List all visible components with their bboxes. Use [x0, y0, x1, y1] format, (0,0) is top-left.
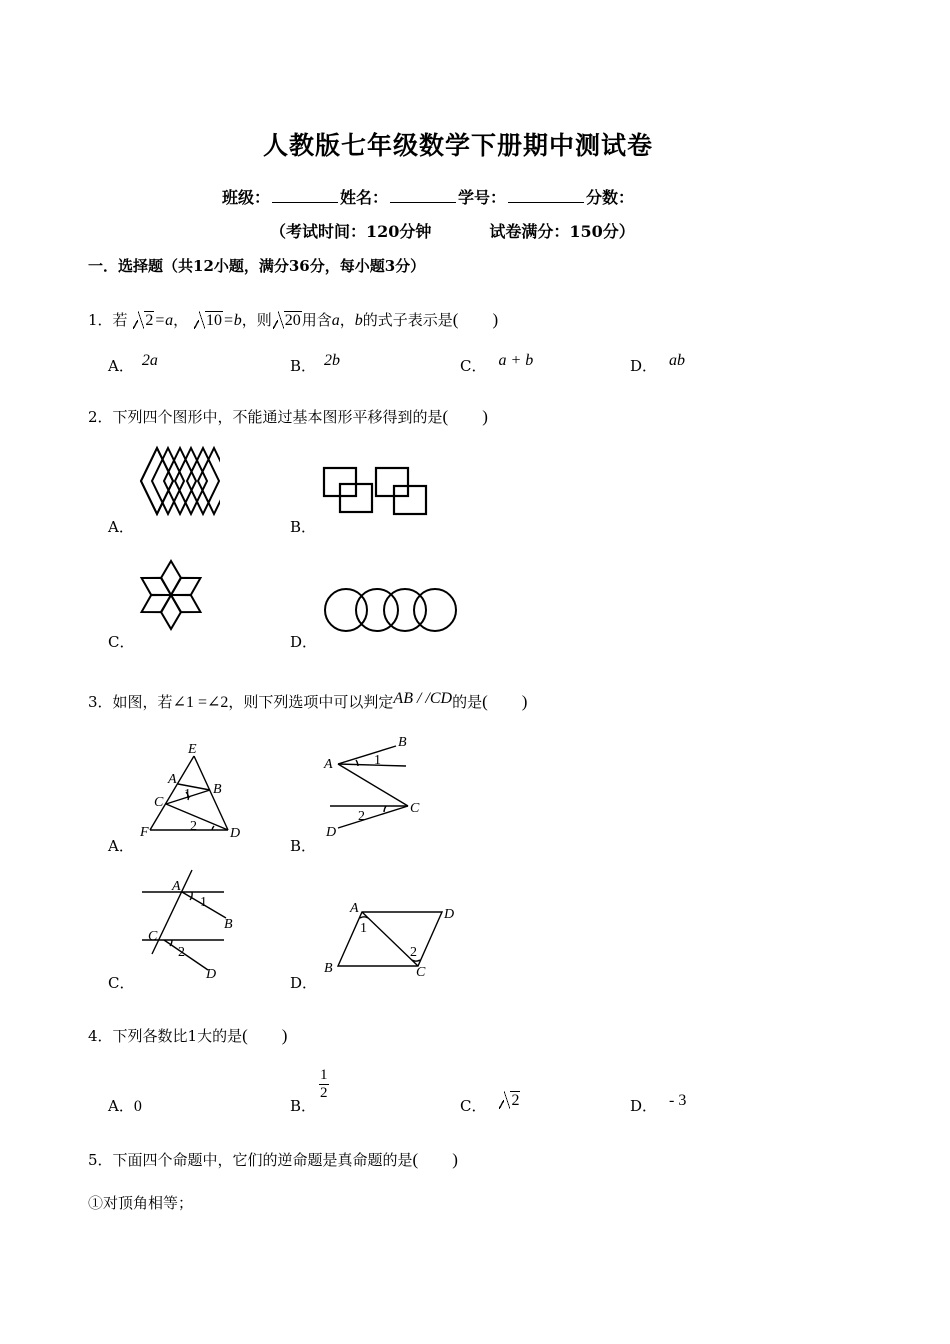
q3-option-c[interactable]: C．	[108, 974, 135, 992]
q2-option-d[interactable]: D．	[290, 633, 318, 651]
label-D: D	[206, 967, 217, 982]
q2-figure-diamonds	[138, 444, 220, 518]
student-info-line	[222, 185, 634, 208]
denominator: 2	[320, 1085, 328, 1101]
label-D: D	[444, 907, 455, 922]
q1-option-d[interactable]	[630, 352, 686, 376]
question-4	[88, 1021, 287, 1046]
q1-text3: 用含	[301, 311, 332, 329]
q2-figure-squares	[318, 462, 432, 518]
option-label: A．	[108, 357, 134, 375]
q1-number: 1．	[88, 311, 113, 329]
answer-parentheses[interactable]: ( )	[242, 1026, 288, 1045]
q1-comma: ，	[339, 311, 355, 329]
option-value: 2b	[324, 352, 341, 369]
q5-text: 5．下面四个命题中，它们的逆命题是真命题的是	[88, 1151, 413, 1169]
option-label: B．	[290, 357, 317, 375]
angle-1: 1	[184, 787, 191, 802]
label-A: A	[324, 757, 333, 772]
label-A: A	[350, 901, 359, 916]
q1-option-a[interactable]	[108, 352, 158, 376]
angle-1: 1	[200, 895, 207, 910]
angle-2: 2	[410, 945, 417, 960]
option-label: C．	[460, 1097, 487, 1115]
id-blank[interactable]	[508, 188, 584, 203]
question-5	[88, 1145, 458, 1170]
id-label: 学号：	[458, 188, 507, 207]
option-label: B．	[290, 1097, 317, 1115]
label-A: A	[168, 772, 177, 787]
label-B: B	[398, 735, 407, 750]
label-A: A	[172, 879, 181, 894]
q3-figure-b	[320, 730, 430, 840]
name-label: 姓名：	[340, 188, 389, 207]
q3-condition: ∠1 =∠2	[172, 694, 229, 711]
label-E: E	[188, 742, 197, 757]
angle-2: 2	[190, 819, 197, 834]
answer-parentheses[interactable]: ( )	[412, 1150, 458, 1169]
option-value: 0	[133, 1098, 142, 1115]
numerator: 1	[320, 1067, 328, 1083]
option-value: ab	[669, 352, 686, 369]
fraction-one-half	[319, 1067, 329, 1102]
label-C: C	[410, 801, 420, 816]
option-value: a + b	[498, 352, 534, 369]
angle-2: 2	[178, 945, 185, 960]
q4-option-b[interactable]	[290, 1095, 316, 1116]
q2-option-a[interactable]: A．	[108, 518, 134, 536]
q2-option-b[interactable]: B．	[290, 518, 317, 536]
sqrt-20	[272, 312, 302, 330]
sqrt-2	[498, 1092, 520, 1110]
q3-number: 3．	[88, 693, 113, 711]
angle-1: 1	[374, 753, 381, 768]
q4-option-d[interactable]	[630, 1092, 687, 1116]
option-label: A．	[108, 1097, 134, 1115]
sqrt-2	[132, 312, 154, 330]
q2-figure-star	[136, 556, 206, 634]
option-label: D．	[630, 1097, 658, 1115]
q3-text2: ，则下列选项中可以判定	[228, 693, 394, 711]
sqrt-10-radicand: 10	[205, 312, 222, 329]
q3-figure-c	[138, 866, 258, 982]
exam-time: （考试时间：120分钟	[270, 222, 432, 241]
class-label: 班级：	[222, 188, 271, 207]
q3-parallel-relation: AB / /CD	[393, 690, 453, 707]
q1-eq-b: =b	[222, 312, 242, 329]
label-F: F	[140, 825, 149, 840]
score-label: 分数：	[586, 188, 635, 207]
q1-option-c[interactable]	[460, 352, 534, 376]
q2-figure-circles	[320, 586, 462, 634]
page-title: 人教版七年级数学下册期中测试卷	[262, 131, 653, 160]
angle-2: 2	[358, 809, 365, 824]
q2-option-c[interactable]: C．	[108, 633, 135, 651]
q1-var-b: b	[354, 312, 363, 329]
label-B: B	[324, 961, 333, 976]
q1-text4: 的式子表示是	[362, 311, 453, 329]
option-label: D．	[630, 357, 658, 375]
q3-figure-d	[320, 898, 464, 982]
q1-text: 若	[112, 311, 128, 329]
q1-option-b[interactable]	[290, 352, 341, 376]
class-blank[interactable]	[272, 188, 338, 203]
option-value: - 3	[669, 1092, 687, 1109]
q5-statement-1: ①对顶角相等；	[88, 1194, 194, 1212]
q3-figure-a	[136, 738, 248, 842]
sqrt-20-radicand: 20	[284, 312, 301, 329]
label-C: C	[416, 965, 426, 980]
angle-1: 1	[360, 921, 367, 936]
answer-parentheses[interactable]: ( )	[452, 310, 499, 329]
label-D: D	[230, 826, 241, 841]
exam-time-line	[270, 219, 635, 242]
q2-text: 2．下列四个图形中，不能通过基本图形平移得到的是	[88, 408, 443, 426]
full-score: 试卷满分：150分）	[489, 222, 635, 241]
name-blank[interactable]	[390, 188, 456, 203]
q4-text: 4．下列各数比1大的是	[88, 1027, 243, 1045]
question-1	[88, 305, 498, 330]
label-C: C	[148, 929, 158, 944]
question-3	[88, 687, 527, 712]
option-label: C．	[460, 357, 487, 375]
label-B: B	[213, 782, 222, 797]
answer-parentheses[interactable]: ( )	[482, 692, 528, 711]
option-value: 2a	[141, 352, 158, 369]
sqrt-radicand: 2	[511, 1092, 520, 1109]
q3-text3: 的是	[452, 693, 483, 711]
q3-option-b[interactable]: B．	[290, 837, 317, 855]
q4-option-c[interactable]	[460, 1092, 520, 1116]
sqrt-2-radicand: 2	[145, 312, 154, 329]
q1-var-a: a	[331, 312, 340, 329]
q3-text1: 如图，若	[112, 693, 173, 711]
section-heading: 一．选择题（共12小题，满分36分，每小题3分）	[88, 257, 426, 275]
sqrt-10	[193, 312, 223, 330]
label-B: B	[224, 917, 233, 932]
label-D: D	[326, 825, 337, 840]
question-2	[88, 402, 488, 427]
q4-option-a[interactable]	[108, 1095, 142, 1116]
q1-eq-a: =a	[154, 312, 174, 329]
q3-option-a[interactable]: A．	[108, 837, 134, 855]
q1-sep: ，	[173, 311, 189, 329]
label-C: C	[154, 795, 164, 810]
q3-option-d[interactable]: D．	[290, 974, 318, 992]
q1-text2: ，则	[241, 311, 272, 329]
answer-parentheses[interactable]: ( )	[442, 407, 488, 426]
